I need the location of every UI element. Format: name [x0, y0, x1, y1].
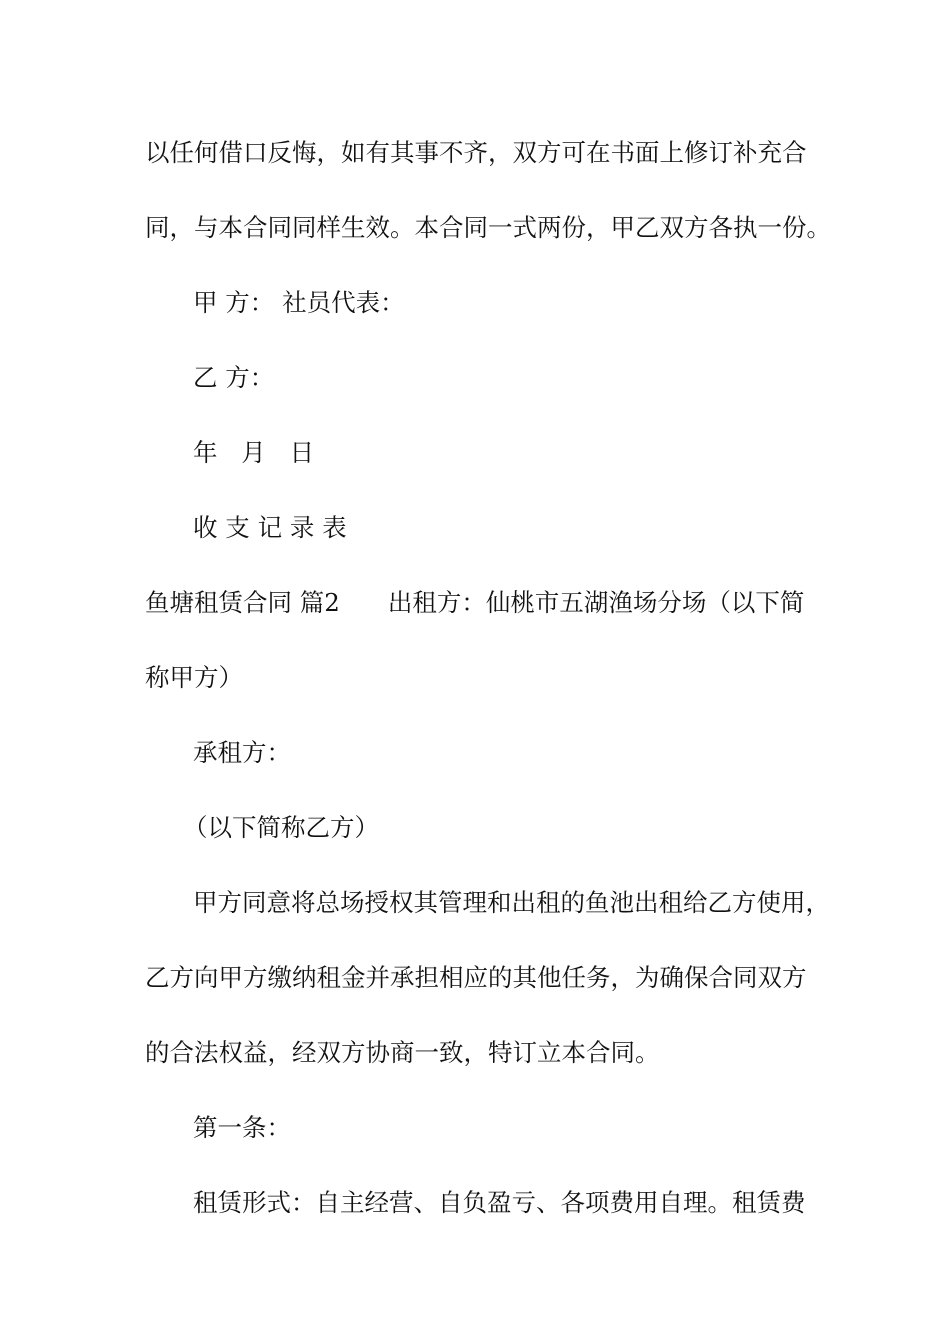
paragraph-line: 的合法权益，经双方协商一致，特订立本合同。: [145, 1038, 660, 1067]
article-heading: 第一条：: [193, 1113, 291, 1142]
signature-party-b: 乙 方：: [193, 363, 275, 392]
paragraph-line: 租赁形式：自主经营、自负盈亏、各项费用自理。租赁费: [193, 1188, 806, 1217]
lessee-label: 承租方：: [193, 738, 291, 767]
contract-title: 鱼塘租赁合同 篇2: [145, 588, 340, 617]
signature-party-a: 甲 方： 社员代表：: [193, 288, 405, 317]
signature-date: 年 月 日: [193, 438, 323, 467]
paragraph-line: 以任何借口反悔，如有其事不齐，双方可在书面上修订补充合: [145, 138, 807, 167]
paragraph-line: 称甲方）: [145, 663, 243, 692]
paragraph-line: 同，与本合同同样生效。本合同一式两份，甲乙双方各执一份。: [145, 213, 831, 242]
contract-heading-line: [0, 588, 950, 618]
lessor-label: 出租方：仙桃市五湖渔场分场（以下简: [387, 588, 805, 617]
lessee-abbrev: （以下简称乙方）: [183, 813, 379, 842]
record-table-title: 收 支 记 录 表: [193, 513, 347, 542]
paragraph-line: 乙方向甲方缴纳租金并承担相应的其他任务，为确保合同双方: [145, 963, 807, 992]
paragraph-line: 甲方同意将总场授权其管理和出租的鱼池出租给乙方使用，: [193, 888, 830, 917]
